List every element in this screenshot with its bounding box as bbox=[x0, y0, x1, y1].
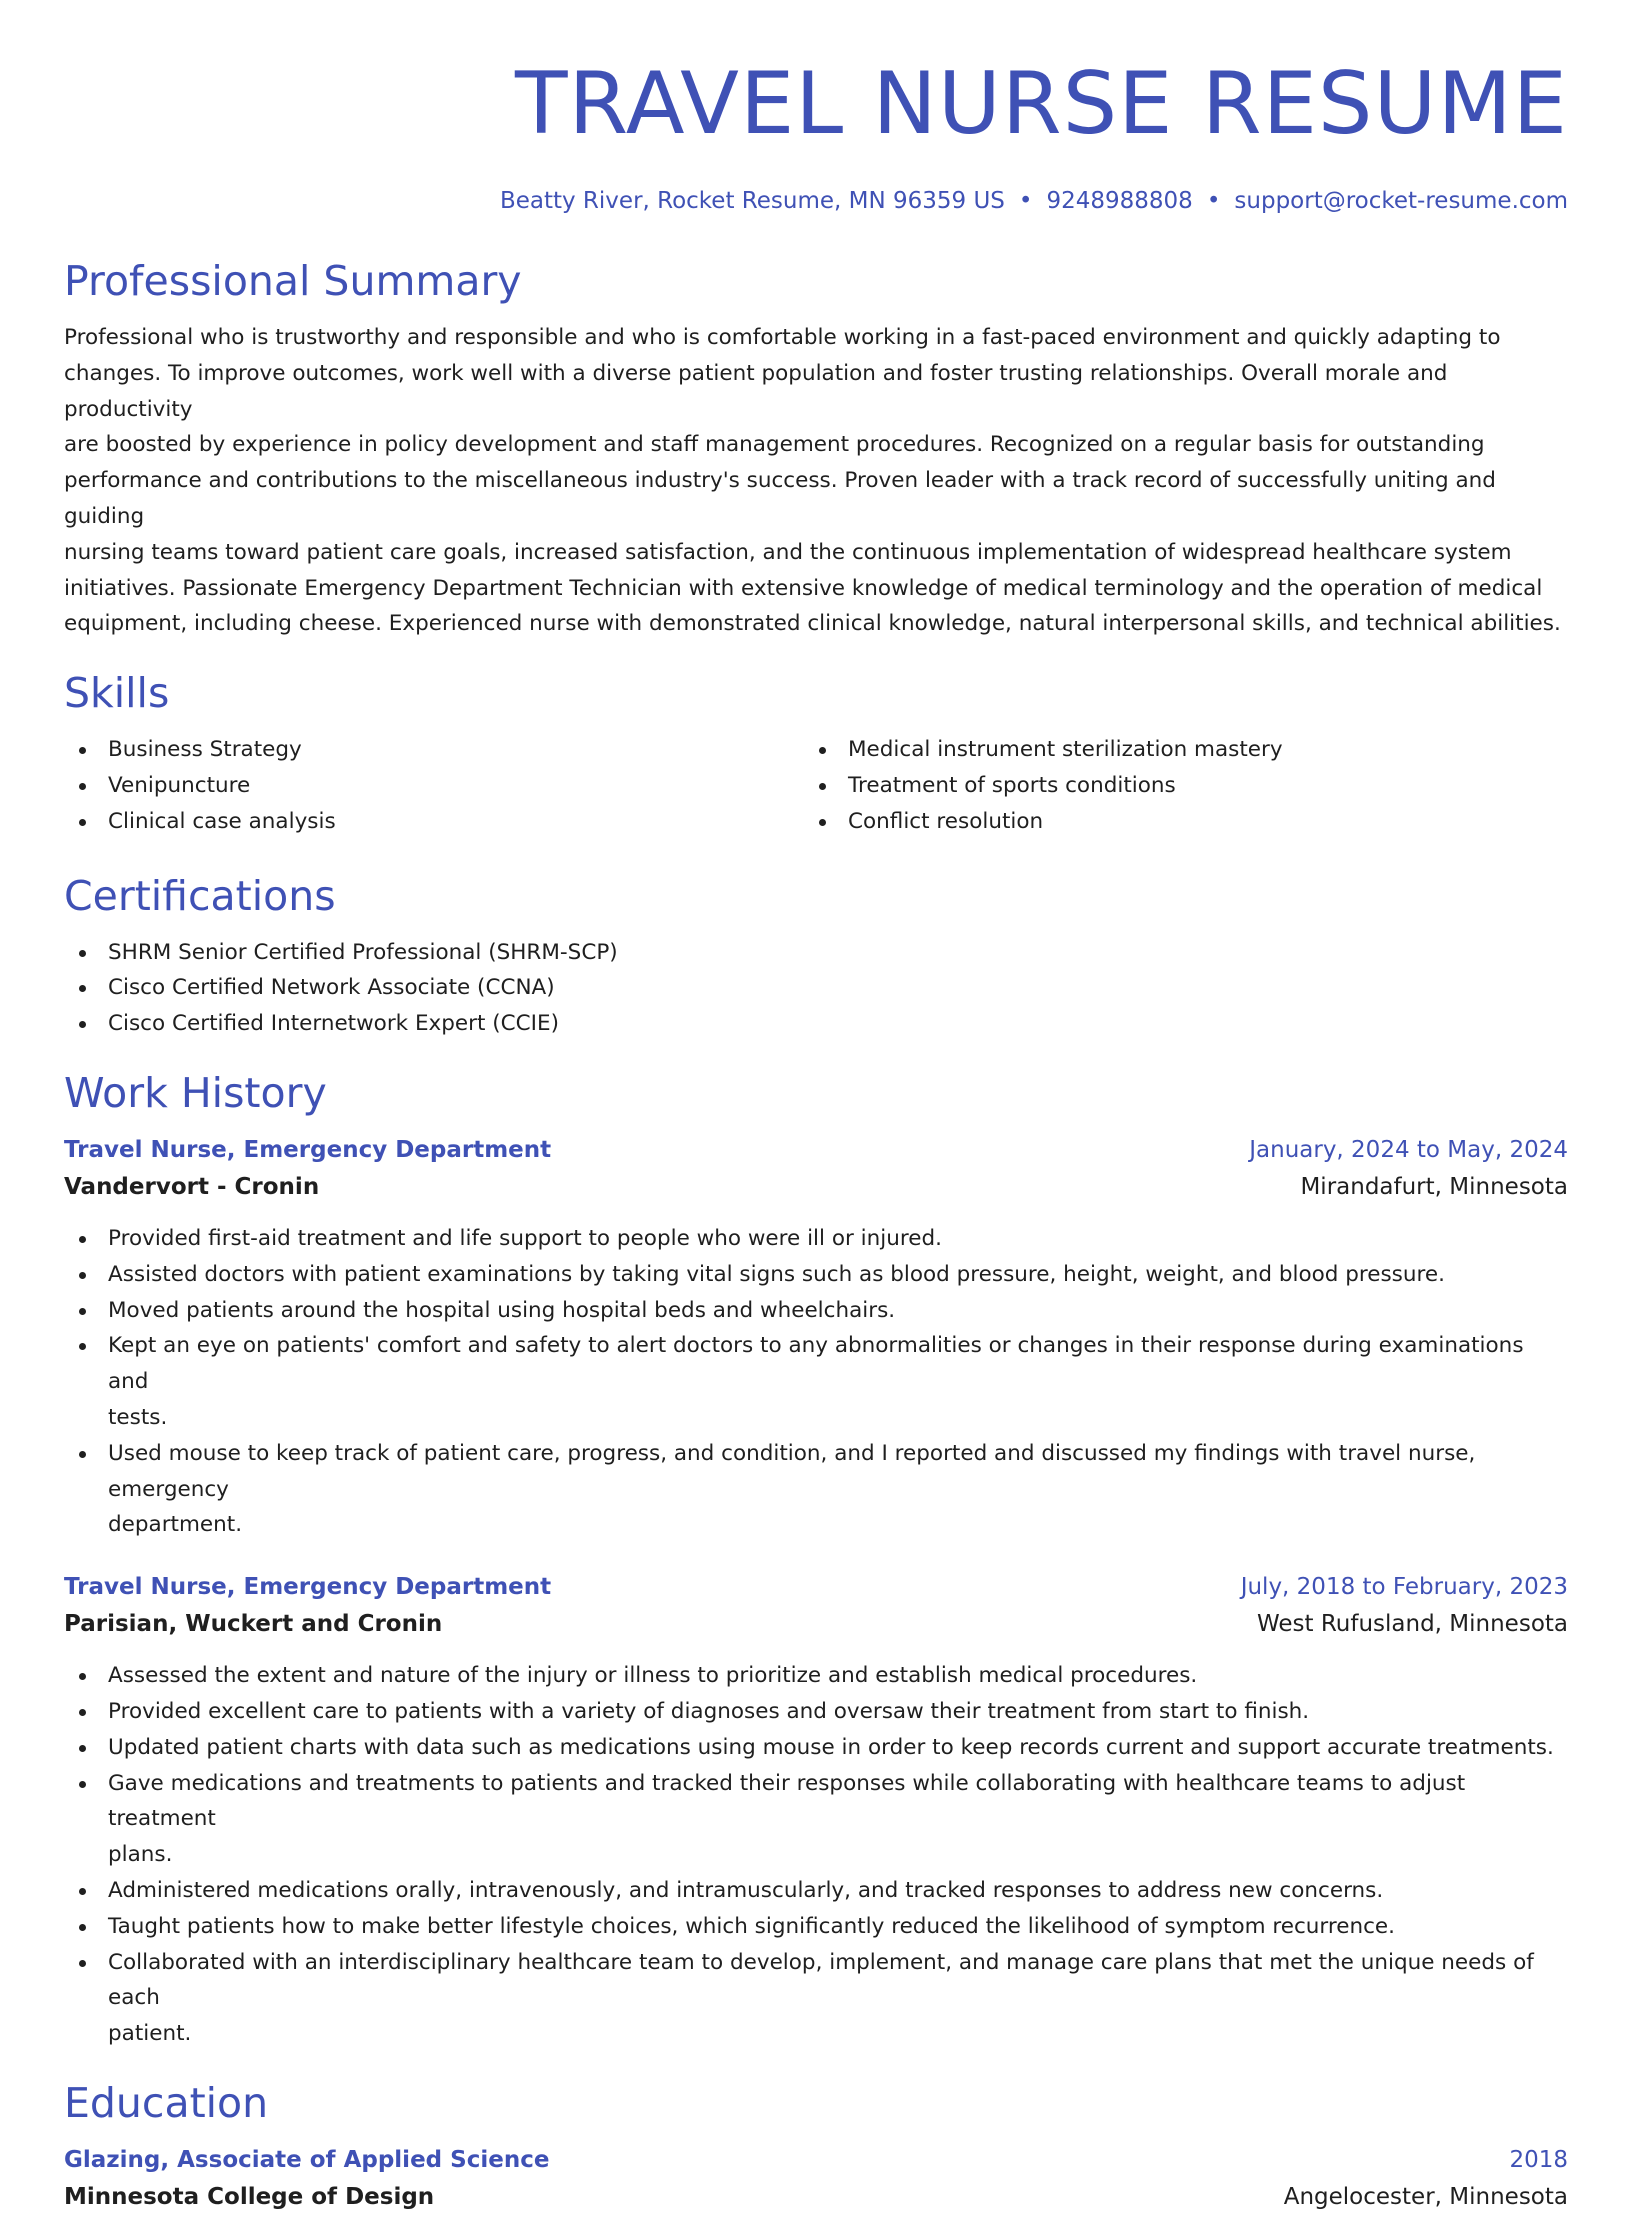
job-bullet bbox=[64, 1873, 1568, 1909]
education-header-row bbox=[64, 2142, 1568, 2178]
job-bullet bbox=[64, 1658, 1568, 1694]
summary-line: initiatives. Passionate Emergency Department Technician with extensive knowledge of medical terminology and the operation of medical bbox=[64, 575, 1543, 601]
education-entry bbox=[64, 2142, 1568, 2216]
skill-item: Clinical case analysis bbox=[64, 804, 804, 840]
bullet-line: Provided first-aid treatment and life support to people who were ill or injured. bbox=[108, 1225, 942, 1251]
job-title: Travel Nurse, Emergency Department bbox=[64, 1136, 552, 1163]
skills-grid bbox=[64, 732, 1568, 839]
job-company-row bbox=[64, 1168, 1568, 1206]
bullet-line: Taught patients how to make better lifestyle choices, which significantly reduced the likelihood of symptom recurrence. bbox=[108, 1913, 1395, 1939]
contact-phone: 9248988808 bbox=[1046, 188, 1193, 214]
job-bullet bbox=[64, 1766, 1568, 1873]
job-company: Vandervort - Cronin bbox=[64, 1173, 320, 1200]
job-bullet bbox=[64, 1221, 1568, 1257]
job-bullet bbox=[64, 1730, 1568, 1766]
resume-title: TRAVEL NURSE RESUME bbox=[514, 54, 1568, 154]
work-section bbox=[64, 1068, 1568, 2052]
skills-list-right bbox=[804, 732, 1544, 839]
certifications-list bbox=[64, 935, 1568, 1042]
bullet-line: department. bbox=[108, 1512, 243, 1538]
certifications-section bbox=[64, 871, 1568, 1042]
job-bullet bbox=[64, 1293, 1568, 1329]
education-heading: Education bbox=[64, 2078, 269, 2127]
job-bullet bbox=[64, 1694, 1568, 1730]
job-bullet bbox=[64, 1945, 1568, 2052]
job-entry bbox=[64, 1569, 1568, 2052]
job-bullet bbox=[64, 1436, 1568, 1543]
summary-line: changes. To improve outcomes, work well with a diverse patient population and foster trusting relationships. Overall morale and productivity bbox=[64, 360, 1448, 422]
skills-section bbox=[64, 668, 1568, 839]
job-title: Travel Nurse, Emergency Department bbox=[64, 1574, 552, 1601]
job-location: West Rufusland, Minnesota bbox=[1256, 1611, 1568, 1638]
bullet-line: patient. bbox=[108, 2021, 192, 2047]
contact-separator: • bbox=[1206, 188, 1221, 214]
contact-email[interactable]: support@rocket-resume.com bbox=[1234, 188, 1568, 214]
summary-line: performance and contributions to the miscellaneous industry's success. Proven leader with a track record of successfully uniting and guiding bbox=[64, 468, 1496, 529]
bullet-line: Used mouse to keep track of patient care, progress, and condition, and I reported and discussed my findings with travel nurse, emergency bbox=[108, 1440, 1476, 1502]
bullet-line: Gave medications and treatments to patients and tracked their responses while collaborating with healthcare teams to adjust treatment bbox=[108, 1770, 1466, 1832]
job-bullet bbox=[64, 1328, 1568, 1435]
job-bullets bbox=[64, 1658, 1568, 2052]
education-school-row bbox=[64, 2178, 1568, 2216]
job-dates: July, 2018 to February, 2023 bbox=[1240, 1574, 1568, 1601]
summary-section bbox=[64, 256, 1568, 642]
summary-line: Professional who is trustworthy and responsible and who is comfortable working in a fast-paced environment and quickly adapting to bbox=[64, 325, 1501, 350]
work-heading: Work History bbox=[64, 1068, 327, 1117]
bullet-line: tests. bbox=[108, 1404, 168, 1430]
certification-item: SHRM Senior Certified Professional (SHRM-SCP) bbox=[64, 935, 1568, 971]
bullet-line: Collaborated with an interdisciplinary healthcare team to develop, implement, and manage care plans that met the unique needs of each bbox=[108, 1949, 1534, 2011]
job-header-row bbox=[64, 1132, 1568, 1168]
certifications-heading: Certifications bbox=[64, 871, 336, 920]
bullet-line: Assessed the extent and nature of the injury or illness to prioritize and establish medical procedures. bbox=[108, 1663, 1198, 1689]
education-location: Angelocester, Minnesota bbox=[1283, 2183, 1568, 2210]
bullet-line: Moved patients around the hospital using hospital beds and wheelchairs. bbox=[108, 1297, 896, 1323]
job-bullets bbox=[64, 1221, 1568, 1543]
contact-separator: • bbox=[1018, 188, 1033, 214]
job-company: Parisian, Wuckert and Cronin bbox=[64, 1611, 443, 1638]
skill-item: Conflict resolution bbox=[804, 804, 1544, 840]
summary-heading: Professional Summary bbox=[64, 257, 522, 305]
summary-line: are boosted by experience in policy development and staff management procedures. Recognized on a regular basis for outstanding bbox=[64, 432, 1485, 458]
bullet-line: Administered medications orally, intravenously, and intramuscularly, and tracked responses to address new concerns. bbox=[108, 1877, 1384, 1903]
summary-line: equipment, including cheese. Experienced nurse with demonstrated clinical knowledge, natural interpersonal skills, and technical abilities. bbox=[64, 611, 1561, 637]
bullet-line: Updated patient charts with data such as medications using mouse in order to keep records current and support accurate treatments. bbox=[108, 1734, 1554, 1760]
certification-item: Cisco Certified Internetwork Expert (CCIE) bbox=[64, 1006, 1568, 1042]
job-header-row bbox=[64, 1569, 1568, 1605]
contact-line bbox=[64, 186, 1568, 216]
job-location: Mirandafurt, Minnesota bbox=[1300, 1173, 1568, 1200]
skill-item: Treatment of sports conditions bbox=[804, 768, 1544, 804]
job-dates: January, 2024 to May, 2024 bbox=[1249, 1136, 1568, 1163]
summary-text bbox=[64, 320, 1568, 642]
education-school: Minnesota College of Design bbox=[64, 2183, 435, 2210]
skills-heading: Skills bbox=[64, 669, 170, 718]
education-section bbox=[64, 2078, 1568, 2216]
skill-item: Venipuncture bbox=[64, 768, 804, 804]
job-bullet bbox=[64, 1909, 1568, 1945]
summary-line: nursing teams toward patient care goals, increased satisfaction, and the continuous implementation of widespread healthcare system bbox=[64, 539, 1512, 565]
job-bullet bbox=[64, 1257, 1568, 1293]
education-year: 2018 bbox=[1509, 2146, 1568, 2173]
contact-address: Beatty River, Rocket Resume, MN 96359 US bbox=[499, 188, 1005, 214]
job-entry bbox=[64, 1132, 1568, 1543]
education-degree: Glazing, Associate of Applied Science bbox=[64, 2146, 550, 2173]
certification-item: Cisco Certified Network Associate (CCNA) bbox=[64, 970, 1568, 1006]
job-company-row bbox=[64, 1605, 1568, 1643]
bullet-line: Kept an eye on patients' comfort and safety to alert doctors to any abnormalities or changes in their response during examinations and bbox=[108, 1333, 1524, 1395]
skill-item: Business Strategy bbox=[64, 732, 804, 768]
bullet-line: plans. bbox=[108, 1842, 173, 1868]
bullet-line: Assisted doctors with patient examinations by taking vital signs such as blood pressure, height, weight, and blood pressure. bbox=[108, 1261, 1445, 1287]
skills-list-left bbox=[64, 732, 804, 839]
bullet-line: Provided excellent care to patients with a variety of diagnoses and oversaw their treatment from start to finish. bbox=[108, 1698, 1310, 1724]
skill-item: Medical instrument sterilization mastery bbox=[804, 732, 1544, 768]
